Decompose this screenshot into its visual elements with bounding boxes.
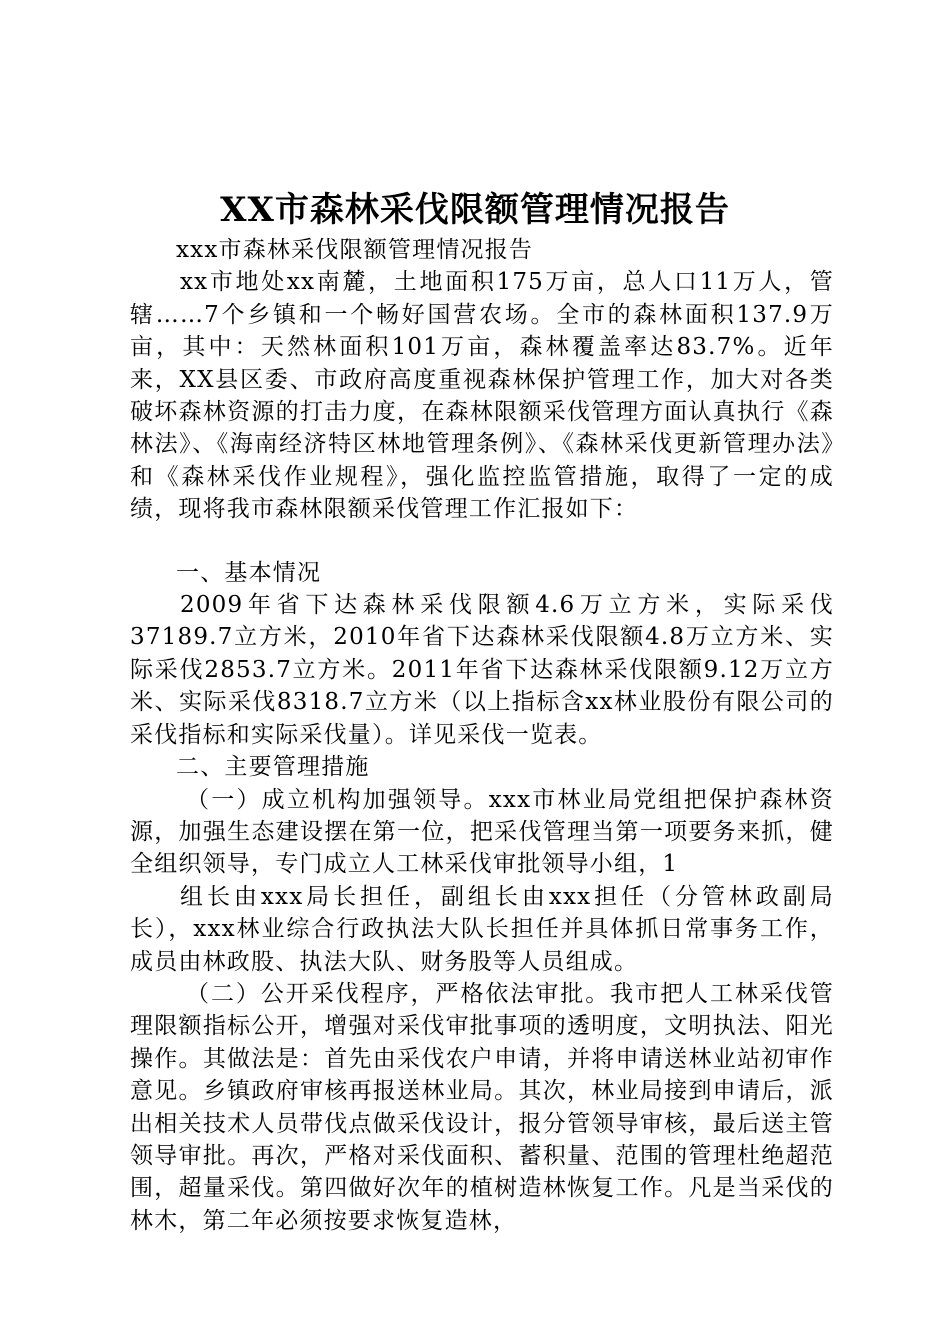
intro-paragraph: xx市地处xx南麓，土地面积175万亩，总人口11万人，管辖……7个乡镇和一个畅好国营农场。全市的森林面积137.9万亩，其中：天然林面积101万亩，森林覆盖率达83.7%。近年来，XX县区委、市政府高度重视森林保护管理工作，加大对各类破坏森林资源的打击力度，在森林限额采伐管理方面认真执行《森林法》、《海南经济特区林地管理条例》、《森林采伐更新管理办法》和《森林采伐作业规程》，强化监控监管措施，取得了一定的成绩，现将我市森林限额采伐管理工作汇报如下： xyxy=(130,269,834,523)
measure-one-paragraph: （一）成立机构加强领导。xxx市林业局党组把保护森林资源，加强生态建设摆在第一位，把采伐管理当第一项要务来抓，健全组织领导，专门成立人工林采伐审批领导小组，1 xyxy=(130,786,834,878)
paragraph-gap xyxy=(130,526,834,557)
measure-two-paragraph: （二）公开采伐程序，严格依法审批。我市把人工林采伐管理限额指标公开，增强对采伐审批事项的透明度，文明执法、阳光操作。其做法是：首先由采伐农户申请，并将申请送林业站初审作意见。乡镇政府审核再报送林业局。其次，林业局接到申请后，派出相关技术人员带伐点做采伐设计，报分管领导审核，最后送主管领导审批。再次，严格对采伐面积、蓄积量、范围的管理杜绝超范围，超量采伐。第四做好次年的植树造林恢复工作。凡是当采伐的林木，第二年必须按要求恢复造林， xyxy=(130,980,834,1234)
section-heading-basic: 一、基本情况 xyxy=(176,559,322,586)
document-body xyxy=(130,234,834,1237)
basic-situation-paragraph: 2009年省下达森林采伐限额4.6万立方米，实际采伐37189.7立方米，2010年省下达森林采伐限额4.8万立方米、实际采伐2853.7立方米。2011年省下达森林采伐限额9.12万立方米、实际采伐8318.7立方米（以上指标含xx林业股份有限公司的采伐指标和实际采伐量）。详见采伐一览表。 xyxy=(130,592,834,748)
subtitle-paragraph: xxx市森林采伐限额管理情况报告 xyxy=(176,237,534,263)
measure-one-continued-paragraph: 组长由xxx局长担任，副组长由xxx担任（分管林政副局长），xxx林业综合行政执法大队长担任并具体抓日常事务工作，成员由林政股、执法大队、财务股等人员组成。 xyxy=(130,883,834,975)
document-title: XX市森林采伐限额管理情况报告 xyxy=(220,190,730,230)
section-heading-measures: 二、主要管理措施 xyxy=(176,754,370,781)
